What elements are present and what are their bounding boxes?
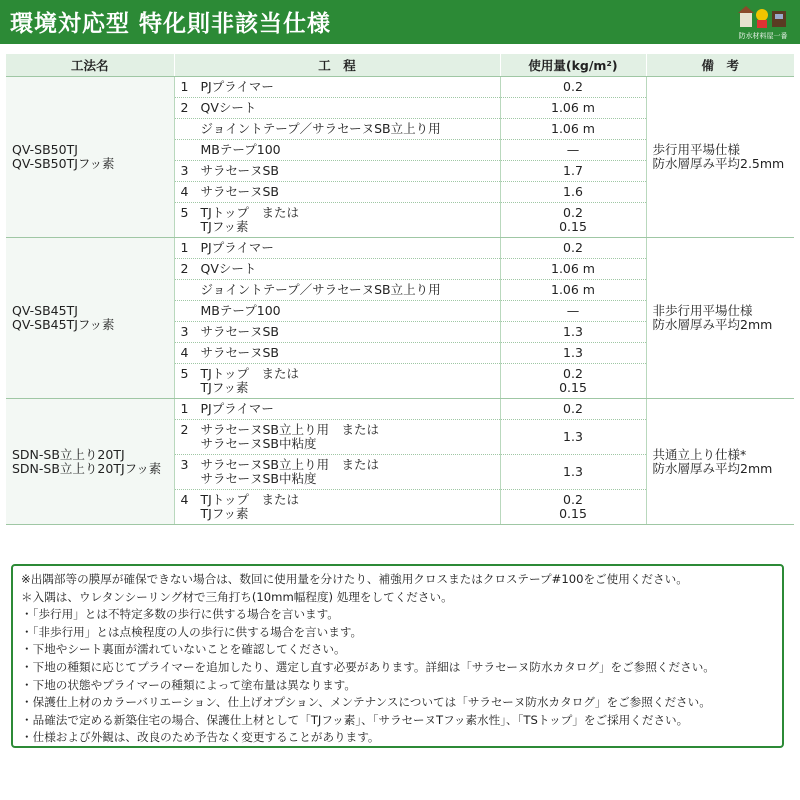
process-cell — [174, 182, 500, 203]
method-name: SDN-SB立上り20TJ — [12, 446, 125, 462]
process-text: MBテープ100 — [200, 303, 281, 318]
amount-value: 1.06 m — [551, 121, 595, 136]
header-bar — [0, 0, 800, 44]
amount-value: 1.3 — [563, 429, 583, 444]
process-text: サラセーヌSB立上り用 または — [200, 422, 380, 437]
process-text: MBテープ100 — [200, 142, 281, 157]
note-text: 非歩行用平場仕様 — [652, 303, 753, 318]
note-text: 防水層厚み平均2mm — [652, 460, 773, 476]
step-number: 3 — [180, 457, 189, 472]
spec-table — [6, 54, 794, 525]
notes-box — [11, 564, 784, 748]
amount-value: 1.06 m — [551, 282, 595, 297]
note-line: ・品確法で定める新築住宅の場合、保護仕上材として「TJフッ素」、「サラセーヌTフッ素水性」、「TSトップ」をご採用ください。 — [21, 712, 689, 727]
amount-cell — [500, 259, 646, 280]
note-text: 共通立上り仕様* — [652, 446, 747, 462]
process-cell — [174, 301, 500, 322]
process-text: TJフッ素 — [200, 380, 249, 395]
step-number: 3 — [180, 163, 189, 178]
amount-value: 0.15 — [559, 506, 587, 521]
process-text: サラセーヌSB — [200, 163, 280, 178]
step-number: 5 — [180, 205, 189, 220]
amount-value: 1.06 m — [551, 100, 595, 115]
step-number: 1 — [180, 401, 189, 416]
process-text: TJトップ または — [200, 205, 299, 220]
amount-value: 0.2 — [563, 79, 583, 94]
note-line: ・下地の種類に応じてプライマーを追加したり、選定し直す必要があります。詳細は「サラセーヌ防水カタログ」をご参照ください。 — [21, 659, 715, 674]
process-cell — [174, 238, 500, 259]
header-note: 備 考 — [646, 54, 794, 77]
amount-cell — [500, 161, 646, 182]
amount-cell — [500, 238, 646, 259]
amount-cell — [500, 140, 646, 161]
amount-value: 0.15 — [559, 219, 587, 234]
amount-value: 0.15 — [559, 380, 587, 395]
process-cell — [174, 343, 500, 364]
note-text: 防水層厚み平均2mm — [652, 317, 773, 332]
method-name: QV-SB50TJ — [12, 142, 78, 157]
note-line: ・保護仕上材のカラーバリエーション、仕上げオプション、メンテナンスについては「サラセーヌ防水カタログ」をご参照ください。 — [21, 695, 711, 710]
amount-cell — [500, 364, 646, 399]
amount-cell — [500, 203, 646, 238]
amount-value: 1.6 — [563, 184, 583, 199]
process-cell — [174, 280, 500, 301]
note-cell — [646, 238, 794, 399]
amount-cell — [500, 98, 646, 119]
page-title: 環境対応型 特化則非該当仕様 — [10, 11, 332, 37]
amount-cell — [500, 490, 646, 525]
amount-value: — — [566, 142, 580, 157]
process-text: QVシート — [200, 261, 257, 276]
process-cell — [174, 364, 500, 399]
method-name-cell — [6, 399, 174, 525]
header-amount: 使用量(kg/m²) — [500, 54, 646, 77]
method-name: QV-SB50TJフッ素 — [12, 156, 115, 171]
amount-cell — [500, 399, 646, 420]
table-header-row — [6, 54, 794, 77]
process-cell — [174, 455, 500, 490]
note-line: ・「歩行用」とは不特定多数の歩行に供する場合を言います。 — [21, 607, 339, 622]
amount-cell — [500, 301, 646, 322]
process-text: TJフッ素 — [200, 219, 249, 234]
step-number: 1 — [180, 240, 189, 255]
step-number: 2 — [180, 261, 189, 276]
note-cell — [646, 77, 794, 238]
table-row — [6, 399, 794, 420]
note-line: ＊入隅は、ウレタンシーリング材で三角打ち(10mm幅程度) 処理をしてください。 — [21, 589, 453, 604]
step-number: 2 — [180, 422, 189, 437]
spec-table-body — [6, 77, 794, 525]
process-cell — [174, 98, 500, 119]
amount-cell — [500, 420, 646, 455]
note-text: 防水層厚み平均2.5mm — [652, 156, 785, 171]
step-number: 5 — [180, 366, 189, 381]
amount-cell — [500, 455, 646, 490]
process-text: サラセーヌSB — [200, 184, 280, 199]
process-text: PJプライマー — [200, 401, 274, 416]
step-number: 3 — [180, 324, 189, 339]
process-text: TJトップ または — [200, 492, 299, 507]
process-text: PJプライマー — [200, 79, 274, 94]
logo-caption: 防水材料屋一番 — [738, 32, 788, 40]
amount-value: 1.3 — [563, 345, 583, 360]
process-cell — [174, 259, 500, 280]
note-line: ・下地の状態やプライマーの種類によって塗布量は異なります。 — [21, 677, 356, 692]
note-line: ※出隅部等の膜厚が確保できない場合は、数回に使用量を分けたり、補強用クロスまたはクロステープ#100をご使用ください。 — [21, 572, 688, 586]
process-cell — [174, 161, 500, 182]
method-name: QV-SB45TJ — [12, 303, 78, 318]
process-text: ジョイントテープ／サラセーヌSB立上り用 — [200, 121, 441, 136]
amount-value: — — [566, 303, 580, 318]
step-number: 1 — [180, 79, 189, 94]
method-name-cell — [6, 77, 174, 238]
note-cell — [646, 399, 794, 525]
process-text: TJトップ または — [200, 366, 299, 381]
process-cell — [174, 490, 500, 525]
process-text: ジョイントテープ／サラセーヌSB立上り用 — [200, 282, 441, 297]
amount-cell — [500, 182, 646, 203]
method-name-cell — [6, 238, 174, 399]
process-cell — [174, 420, 500, 455]
process-cell — [174, 203, 500, 238]
process-text: サラセーヌSB立上り用 または — [200, 457, 380, 472]
amount-value: 0.2 — [563, 240, 583, 255]
process-cell — [174, 119, 500, 140]
amount-value: 0.2 — [563, 401, 583, 416]
logo-mascot-icon — [734, 3, 792, 31]
process-text: QVシート — [200, 100, 257, 115]
step-number: 4 — [180, 492, 189, 507]
process-cell — [174, 140, 500, 161]
process-text: サラセーヌSB中粘度 — [200, 436, 317, 451]
step-number: 4 — [180, 184, 189, 199]
table-row — [6, 238, 794, 259]
amount-value: 0.2 — [563, 492, 583, 507]
note-line: ・下地やシート裏面が濡れていないことを確認してください。 — [21, 642, 346, 657]
amount-cell — [500, 77, 646, 98]
step-number: 4 — [180, 345, 189, 360]
process-text: TJフッ素 — [200, 506, 249, 521]
process-text: サラセーヌSB — [200, 324, 280, 339]
method-name: QV-SB45TJフッ素 — [12, 317, 115, 332]
process-text: サラセーヌSB中粘度 — [200, 471, 317, 486]
header-process: 工 程 — [174, 54, 500, 77]
amount-cell — [500, 280, 646, 301]
brand-logo — [734, 3, 792, 41]
process-cell — [174, 322, 500, 343]
amount-value: 0.2 — [563, 366, 583, 381]
amount-value: 1.7 — [563, 163, 583, 178]
method-name: SDN-SB立上り20TJフッ素 — [12, 460, 162, 476]
step-number: 2 — [180, 100, 189, 115]
process-text: PJプライマー — [200, 240, 274, 255]
header-method: 工法名 — [6, 54, 174, 77]
process-cell — [174, 77, 500, 98]
amount-cell — [500, 322, 646, 343]
amount-cell — [500, 119, 646, 140]
process-text: サラセーヌSB — [200, 345, 280, 360]
process-cell — [174, 399, 500, 420]
note-text: 歩行用平場仕様 — [652, 142, 741, 157]
table-row — [6, 77, 794, 98]
note-line: ・仕様および外観は、改良のため予告なく変更することがあります。 — [21, 730, 380, 745]
amount-value: 1.3 — [563, 464, 583, 479]
amount-value: 1.06 m — [551, 261, 595, 276]
amount-value: 0.2 — [563, 205, 583, 220]
amount-value: 1.3 — [563, 324, 583, 339]
amount-cell — [500, 343, 646, 364]
note-line: ・「非歩行用」とは点検程度の人の歩行に供する場合を言います。 — [21, 624, 363, 639]
